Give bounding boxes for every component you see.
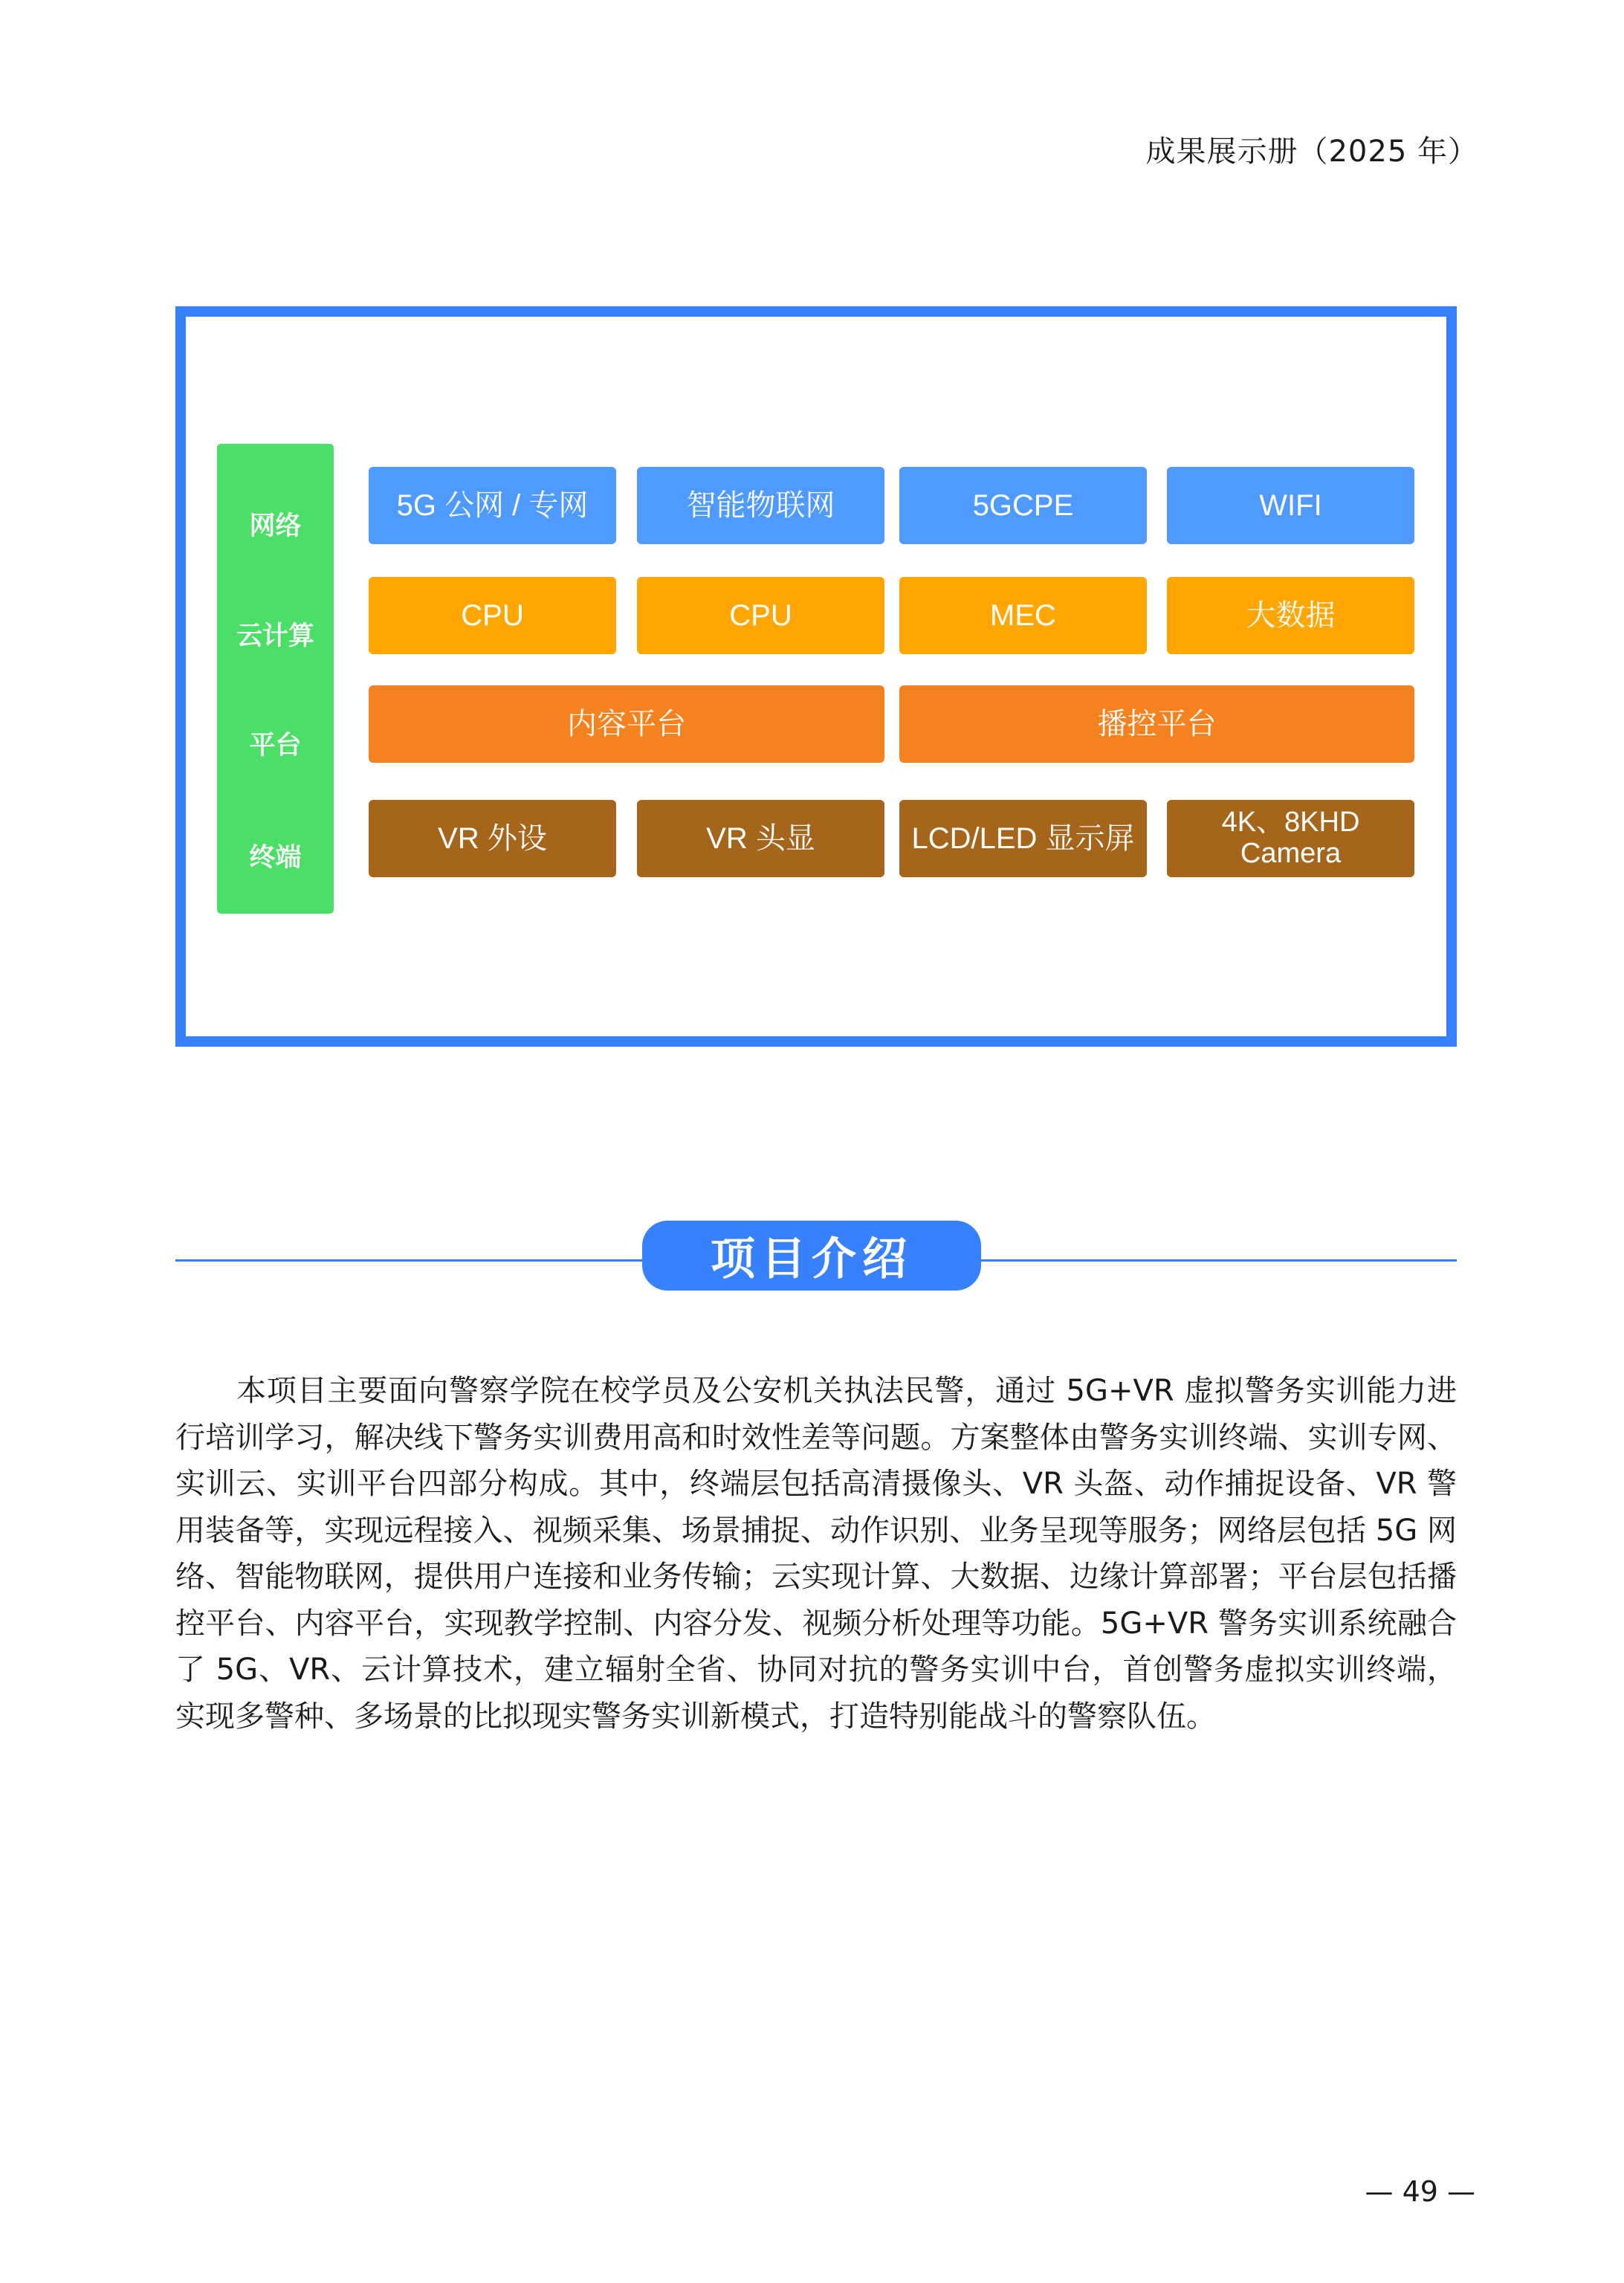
network-box-iot: 智能物联网 [637,467,884,544]
section-title: 项目介绍 [642,1221,981,1291]
document-header-title: 成果展示册（2025 年） [1145,135,1478,169]
architecture-diagram-frame [175,306,1457,1047]
terminal-box-lcd-led-display: LCD/LED 显示屏 [899,800,1147,877]
terminal-box-vr-peripherals: VR 外设 [369,800,616,877]
cloud-box-big-data: 大数据 [1167,577,1414,654]
terminal-box-vr-headset: VR 头显 [637,800,884,877]
terminal-box-4k-8k-camera: 4K、8KHD Camera [1167,800,1414,877]
cloud-box-cpu-2: CPU [637,577,884,654]
layer-label-network: 网络 [249,511,302,541]
platform-box-content: 内容平台 [369,685,884,763]
page-number: — 49 — [1365,2175,1475,2208]
layer-label-terminal: 终端 [249,843,302,873]
network-box-wifi: WIFI [1167,467,1414,544]
project-intro-paragraph: 本项目主要面向警察学院在校学员及公安机关执法民警，通过 5G+VR 虚拟警务实训能力进行培训学习，解决线下警务实训费用高和时效性差等问题。方案整体由警务实训终端、实训专网、实训云、实训平台四部分构成。其中，终端层包括高清摄像头、VR 头盔、动作捕捉设备、VR 警用装备等，实现远程接入、视频采集、场景捕捉、动作识别、业务呈现等服务；网络层包括 5G 网络、智能物联网，提供用户连接和业务传输；云实现计算、大数据、边缘计算部署；平台层包括播控平台、内容平台，实现教学控制、内容分发、视频分析处理等功能。5G+VR 警务实训系统融合了 5G、VR、云计算技术，建立辐射全省、协同对抗的警务实训中台，首创警务虚拟实训终端，实现多警种、多场景的比拟现实警务实训新模式，打造特别能战斗的警察队伍。 [175,1374,1457,1734]
cloud-box-mec: MEC [899,577,1147,654]
network-box-5gcpe: 5GCPE [899,467,1147,544]
layer-label-cloud: 云计算 [236,621,314,651]
layer-label-platform: 平台 [249,731,302,761]
platform-box-broadcast-control: 播控平台 [899,685,1414,763]
cloud-box-cpu-1: CPU [369,577,616,654]
network-box-5g-public-private: 5G 公网 / 专网 [369,467,616,544]
